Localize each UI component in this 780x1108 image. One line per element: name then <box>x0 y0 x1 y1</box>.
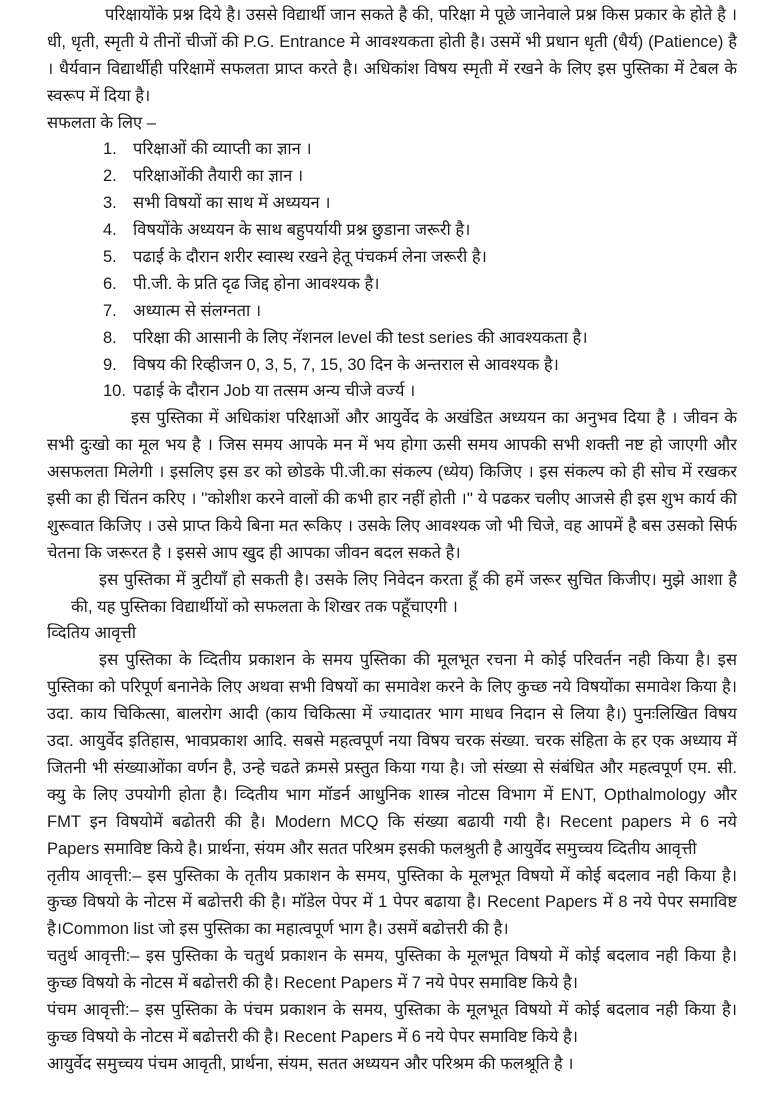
list-item <box>47 352 737 379</box>
list-text: अध्यात्म से संलग्नता । <box>133 301 262 320</box>
fourth-edition-paragraph <box>47 943 737 997</box>
list-item <box>47 244 737 271</box>
document-page <box>47 2 737 1078</box>
text-line: पंचम आवृत्ती:– इस पुस्तिका के पंचम प्रकाशन के समय, पुस्तिका के मूलभूत विषयो में कोई बदलाव नही किया है। <box>47 1000 737 1019</box>
second-edition-paragraph <box>47 647 737 862</box>
text-line: चेतना कि जरूरत है । इससे आप खुद ही आपका जीवन बदल सकते है। <box>47 543 461 562</box>
list-item <box>47 163 737 190</box>
text-line: उदा. काय चिकित्सा, बालरोग आदी (काय चिकित्सा में ज्यादातर भाग माधव निदान से लिया है।) पुनःलिखित विषय <box>47 705 737 724</box>
intro-paragraph <box>47 2 737 110</box>
list-text: विषय की रिव्हीजन 0, 3, 5, 7, 15, 30 दिन के अन्तराल से आवश्यक है। <box>133 355 559 374</box>
text-line: इस पुस्तिका के व्दितीय प्रकाशन के समय पुस्तिका की मूलभूत रचना मे कोई परिवर्तन नही किया है। इस <box>99 651 737 670</box>
third-edition-paragraph <box>47 863 737 944</box>
text-line: सभी दुःखो का मूल भय है । जिस समय आपके मन में भय होगा ऊसी समय आपकी सभी शक्ती नष्ट हो जाएगी और <box>47 436 737 455</box>
list-item <box>47 190 737 217</box>
list-text: विषयोंके अध्ययन के साथ बहुपर्यायी प्रश्न छुडाना जरूरी है। <box>133 221 471 240</box>
motivation-paragraph <box>47 405 737 566</box>
list-item <box>47 325 737 352</box>
text-line: । धैर्यवान विद्यार्थीही परिक्षामें सफलता प्राप्त करते है। अधिकांश विषय स्मृती में रखने के लिए इस पुस्तिका में टेबल के <box>47 59 737 78</box>
text-line: FMT इन विषयोमें बढोतरी की है। Modern MCQ कि संख्या बढायी गयी है। Recent papers मे 6 नये <box>47 812 737 831</box>
list-item <box>47 271 737 298</box>
text-line: कुच्छ विषयो के नोटस में बढोत्तरी की है। Recent Papers में 7 नये पेपर समाविष्ट किये है। <box>47 974 579 993</box>
text-line: जितनी भी संख्याओंका वर्णन है, उन्हे चढते क्रमसे प्रस्तुत किया गया है। जो संख्या से संबंधित और महत्वपूर्ण एम. सी. <box>47 758 737 777</box>
text-line: धी, धृती, स्मृती ये तीनों चीजों की P.G. Entrance मे आवश्यकता होती है। उसमें भी प्रधान धृती (धैर्य) (Patience) है <box>47 32 737 51</box>
text-line: कुच्छ विषयो के नोटस में बढोत्तरी की है। Recent Papers में 6 नये पेपर समाविष्ट किये है। <box>47 1027 579 1046</box>
list-text: परिक्षाओं की व्याप्ती का ज्ञान । <box>133 140 312 159</box>
text-line: परिक्षायोंके प्रश्न दिये है। उससे विद्यार्थी जान सकते है की, परिक्षा मे पूछे जानेवाले प्रश्न किस प्रकार के होते है । <box>105 6 737 24</box>
list-text: पढाई के दौरान शरीर स्वास्थ रखने हेतू पंचकर्म लेना जरूरी है। <box>133 248 487 267</box>
text-line: तृतीय आवृत्ती:– इस पुस्तिका के तृतीय प्रकाशन के समय, पुस्तिका के मूलभूत विषयो में कोई बदलाव नही किया है। <box>47 866 737 885</box>
text-line: इस पुस्तिका में अधिकांश परिक्षाओं और आयुर्वेद के अखंडित अध्ययन का अनुभव दिया है । जीवन के <box>131 409 737 428</box>
text-line: असफलता मिलेगी । इसलिए इस डर को छोडके पी.जी.का संकल्प (ध्येय) किजिए । इस संकल्प को ही सोच में रखकर <box>47 463 737 482</box>
list-number: 6. <box>103 274 117 293</box>
text-line: चतुर्थ आवृत्ती:– इस पुस्तिका के चतुर्थ प्रकाशन के समय, पुस्तिका के मूलभूत विषयो में कोई बदलाव नही किया है। <box>47 947 737 966</box>
text-line: इसी का ही चिंतन करिए । ''कोशीश करने वालों की कभी हार नहीं होती ।'' ये पढकर चलीए आजसे ही इस शुभ कार्य की <box>47 490 737 509</box>
list-item <box>47 217 737 244</box>
success-heading: सफलता के लिए – <box>47 113 156 132</box>
text-line: उदा. आयुर्वेद इतिहास, भावप्रकाश आदि. सबसे महत्वपूर्ण नया विषय चरक संख्या. चरक संहिता के हर एक अध्याय में <box>47 732 737 751</box>
text-line: कुच्छ विषयो के नोटस में बढोत्तरी की है। मॉडेल पेपर में 1 पेपर बढाया है। Recent Papers में 8 नये पेपर समाविष्ट <box>47 893 737 912</box>
list-text: परिक्षाओंकी तैयारी का ज्ञान । <box>133 167 304 186</box>
text-line: आयुर्वेद समुच्चय पंचम आवृती, प्रार्थना, संयम, सतत अध्ययन और परिश्रम की फलश्रूति है । <box>47 1054 574 1073</box>
list-item <box>47 136 737 163</box>
list-text: पी.जी. के प्रति दृढ जिद्द होना आवश्यक है। <box>133 274 380 293</box>
list-number: 7. <box>103 301 117 320</box>
text-line: स्वरूप में दिया है। <box>47 86 151 105</box>
list-number: 9. <box>103 355 117 374</box>
list-text: परिक्षा की आसानी के लिए नॅशनल level की test series की आवश्यकता है। <box>133 328 588 347</box>
list-number: 1. <box>103 140 117 159</box>
text-line: पुस्तिका को परिपूर्ण बनानेके लिए अथवा सभी विषयों का समावेश करने के लिए कुच्छ नये विषयोंका समावेश किया है। <box>47 678 737 697</box>
fifth-edition-paragraph <box>47 997 737 1078</box>
text-line: की, यह पुस्तिका विद्यार्थीयों को सफलता के शिखर तक पहूँचाएगी । <box>71 597 458 616</box>
list-text: सभी विषयों का साथ में अध्ययन । <box>133 194 331 213</box>
list-number: 3. <box>103 194 117 213</box>
errors-paragraph <box>47 567 737 621</box>
list-number: 8. <box>103 328 117 347</box>
list-item <box>47 378 737 405</box>
list-number: 5. <box>103 248 117 267</box>
success-list <box>47 136 737 405</box>
text-line: Papers समाविष्ट किये है। प्रार्थना, संयम और सतत परिश्रम इसकी फलश्रुती है आयुर्वेद समुच्चय व्दितीय आवृत्ती <box>47 839 697 858</box>
list-item <box>47 298 737 325</box>
list-number: 10. <box>103 382 126 401</box>
text-line: शुरूवात किजिए । उसे प्राप्त किये बिना मत रूकिए । उसके लिए आवश्यक जो भी चिजे, वह आपमें है बस उसको सिर्फ <box>47 516 737 535</box>
list-text: पढाई के दौरान Job या तत्सम अन्य चीजे वर्ज्य । <box>133 382 416 401</box>
text-line: इस पुस्तिका में त्रुटीयाँ हो सकती है। उसके लिए निवेदन करता हूँ की हमें जरूर सुचित किजीए। मुझे आशा है <box>99 570 737 589</box>
text-line: क्यु के लिए उपयोगी होता है। व्दितीय भाग मॉडर्न आधुनिक शास्त्र नोटस विभाग में ENT, Opthalmology और <box>47 785 737 804</box>
list-number: 2. <box>103 167 117 186</box>
list-number: 4. <box>103 221 117 240</box>
second-edition-heading: व्दितिय आवृत्ती <box>47 624 137 643</box>
text-line: है।Common list जो इस पुस्तिका का महात्वपूर्ण भाग है। उसमें बढोत्तरी की है। <box>47 920 509 939</box>
